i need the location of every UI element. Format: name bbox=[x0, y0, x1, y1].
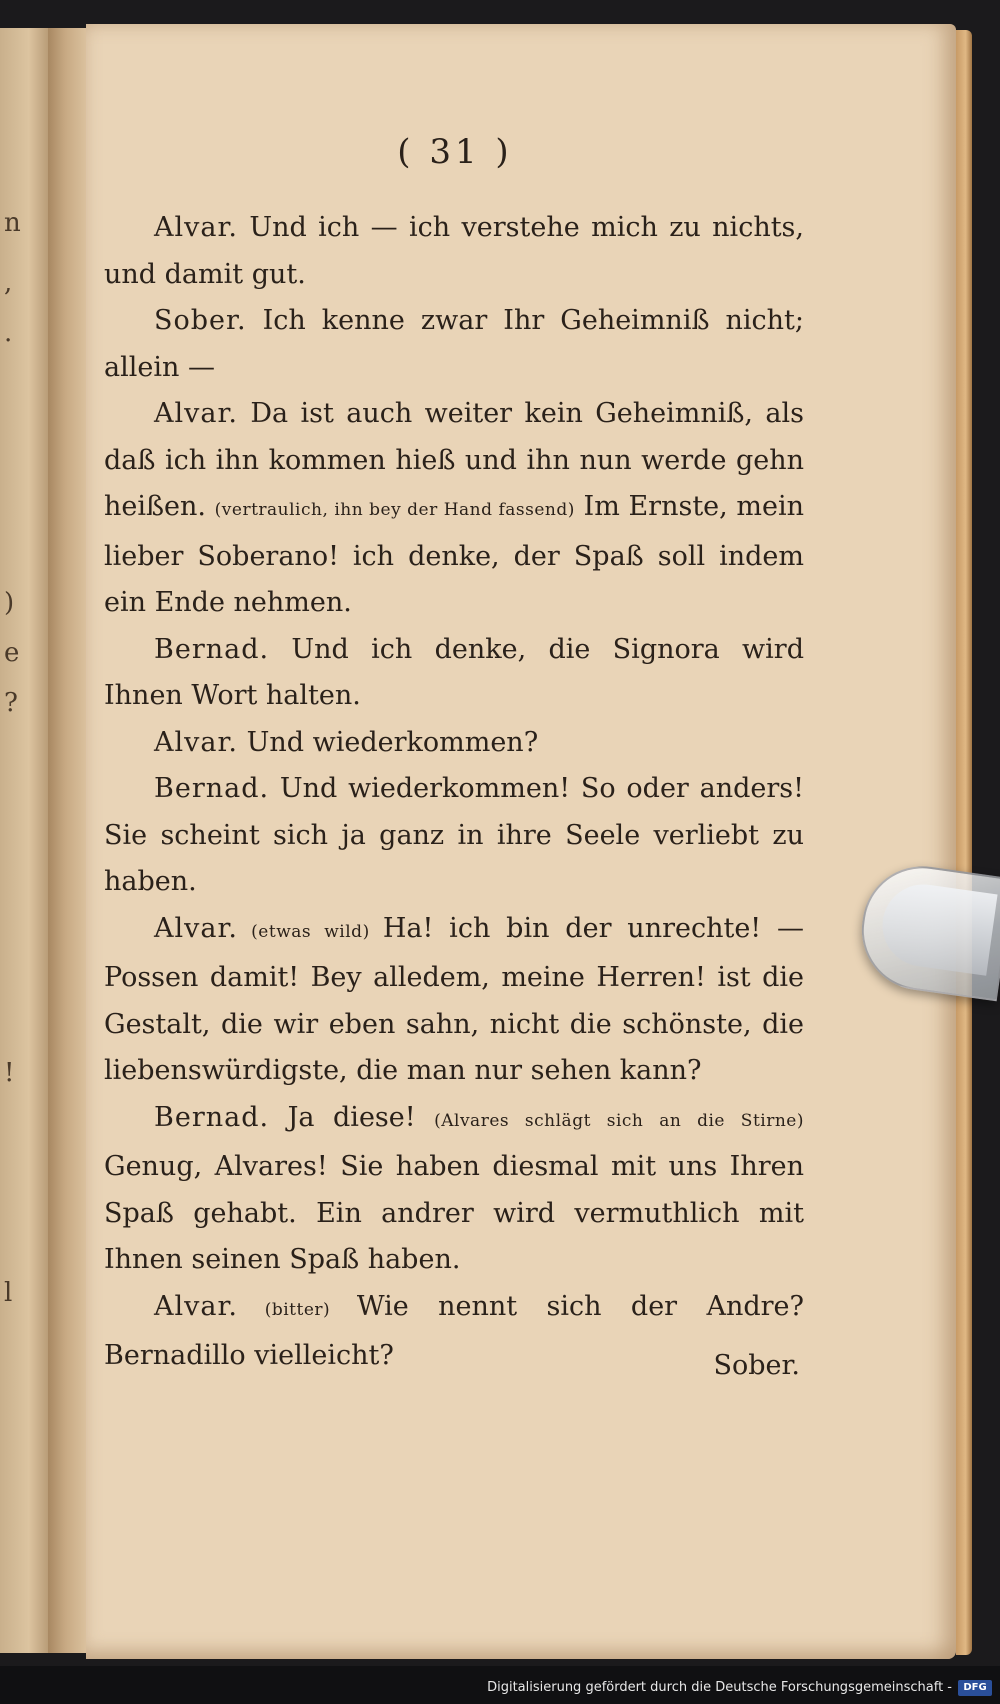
dialogue-text: Wie nennt sich der Andre? Bernadillo vielleicht? bbox=[104, 1290, 805, 1371]
edge-glyph: n bbox=[4, 208, 21, 238]
paragraph bbox=[104, 766, 804, 906]
clip-inner bbox=[877, 879, 997, 976]
speaker-name: Alvar. bbox=[154, 398, 239, 429]
speaker-name: Alvar. bbox=[154, 726, 239, 758]
edge-glyph: ! bbox=[4, 1058, 15, 1088]
paragraph bbox=[104, 298, 804, 391]
dialogue-text: Genug, Alvares! Sie haben diesmal mit uns Ihren Spaß gehabt. Ein andrer wird vermuthlich mit Ihnen seinen Spaß haben. bbox=[104, 1151, 804, 1275]
speaker-name: Sober. bbox=[154, 305, 247, 336]
paragraph bbox=[104, 720, 804, 767]
edge-glyph: . bbox=[4, 318, 13, 348]
stage-direction: (vertraulich, ihn bey der Hand fassend) bbox=[214, 500, 575, 520]
edge-glyph: , bbox=[4, 268, 13, 298]
dialogue-text: Und ich — ich verstehe mich zu nichts, und damit gut. bbox=[104, 212, 804, 290]
speaker-name: Alvar. bbox=[154, 1290, 239, 1322]
paragraph bbox=[104, 1284, 804, 1380]
stage-direction: (Alvares schlägt sich an die Stirne) bbox=[434, 1110, 804, 1131]
facing-page-edge bbox=[0, 28, 48, 1653]
footer-bar bbox=[0, 1666, 1000, 1704]
edge-glyph: ) bbox=[4, 588, 15, 618]
dialogue-text: Im Ernste, mein lieber Soberano! ich denke, der Spaß soll indem ein Ende nehmen. bbox=[104, 491, 804, 618]
dialogue-text: Ha! ich bin der unrechte! — Possen damit! Bey alledem, meine Herren! ist die Gestalt, die wir eben sahn, nicht die schönste, die liebenswürdigste, die man nur sehen kann? bbox=[104, 912, 804, 1086]
dialogue-text: Und ich denke, die Signora wird Ihnen Wort halten. bbox=[104, 633, 804, 711]
stage-direction: (bitter) bbox=[238, 1299, 357, 1320]
catchword: Sober. bbox=[713, 1350, 800, 1381]
speaker-name: Alvar. bbox=[154, 912, 239, 944]
speaker-name: Bernad. bbox=[154, 773, 270, 804]
edge-glyph: l bbox=[4, 1278, 13, 1308]
paragraph bbox=[104, 906, 804, 1095]
funding-credit: Digitalisierung gefördert durch die Deutsche Forschungsgemeinschaft - bbox=[487, 1680, 952, 1695]
page-edge bbox=[956, 30, 972, 1655]
paragraph bbox=[104, 627, 804, 720]
dialogue-text: Ja diese! bbox=[269, 1101, 435, 1133]
paragraph bbox=[104, 1095, 804, 1284]
paragraph bbox=[104, 205, 804, 298]
stage-direction: (etwas wild) bbox=[238, 921, 383, 942]
speaker-name: Bernad. bbox=[154, 1101, 270, 1133]
edge-glyph: e bbox=[4, 638, 20, 668]
book-gutter bbox=[48, 28, 88, 1653]
page-text bbox=[104, 205, 804, 1380]
dialogue-text: Und wiederkommen? bbox=[238, 726, 539, 758]
dialogue-text: Da ist auch weiter kein Geheimniß, als daß ich ihn kommen hieß und ihn nun werde gehn heißen. bbox=[104, 398, 804, 522]
edge-glyph: ? bbox=[4, 688, 18, 718]
page-number: ( 31 ) bbox=[397, 132, 513, 172]
dialogue-text: Und wiederkommen! So oder anders! Sie scheint sich ja ganz in ihre Seele verliebt zu haben. bbox=[104, 773, 804, 897]
speaker-name: Alvar. bbox=[154, 212, 239, 243]
dialogue-text: Ich kenne zwar Ihr Geheimniß nicht; allein — bbox=[104, 305, 804, 383]
speaker-name: Bernad. bbox=[154, 633, 270, 665]
dfg-logo-icon: DFG bbox=[958, 1680, 992, 1696]
paragraph bbox=[104, 391, 804, 627]
